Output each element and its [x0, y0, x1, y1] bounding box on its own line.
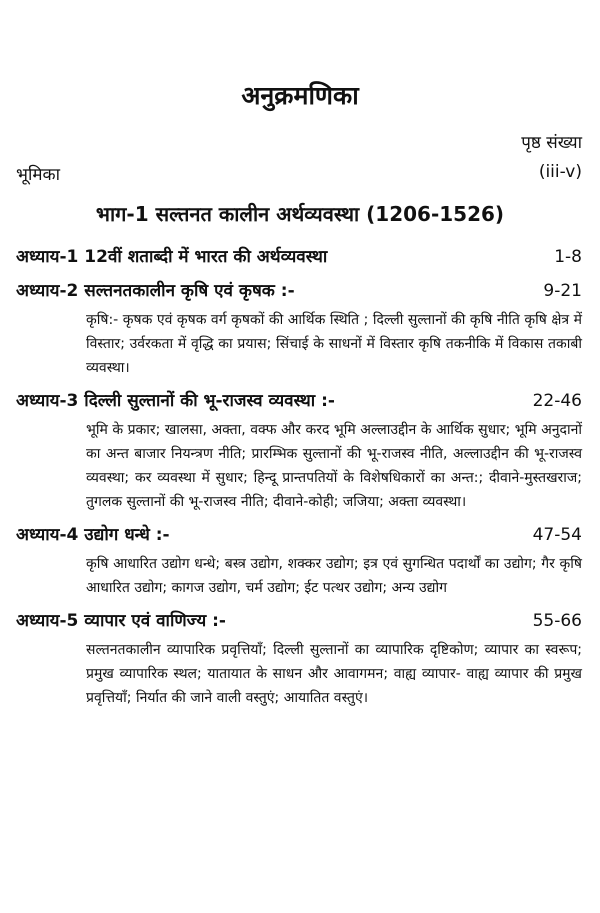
intro-entry	[16, 162, 582, 185]
intro-label: भूमिका	[16, 165, 60, 185]
chapter-title: अध्याय-5 व्यापार एवं वाणिज्य :-	[16, 611, 226, 631]
page-number-column-header: पृष्ठ संख्या	[521, 133, 582, 153]
chapter-list	[16, 244, 582, 718]
chapter-pages: 47-54	[532, 525, 582, 545]
chapter-title: अध्याय-4 उद्योग धन्धे :-	[16, 525, 170, 545]
part-heading: भाग-1 सल्तनत कालीन अर्थव्यवस्था (1206-1526)	[95, 202, 505, 226]
chapter-description: कृषि:- कृषक एवं कृषक वर्ग कृषकों की आर्थिक स्थिति ; दिल्ली सुल्तानों की कृषि नीति कृषि क्षेत्र में विस्तार; उर्वरकता में वृद्धि का प्रयास; सिंचाई के साधनों में विस्तार कृषि तकनीकि में विकास तकाबी व्यवस्था।	[86, 312, 582, 376]
chapter-pages: 9-21	[543, 281, 582, 301]
chapter-pages: 55-66	[532, 611, 582, 631]
chapter-entry-5	[16, 608, 582, 710]
chapter-description: भूमि के प्रकार; खालसा, अक्ता, वक्फ और करद भूमि अल्लाउद्दीन के आर्थिक सुधार; भूमि अनुदानों का अन्त बाजार नियन्त्रण नीति; प्रारम्भिक सुल्तानों की भू-राजस्व नीति, अल्लाउद्दीन की भू-राजस्व व्यवस्था; कर व्यवस्था में सुधार; हिन्दू प्रान्तपतियों के विशेषधिकारों का अन्त:; दीवाने-मुस्तखराज; तुगलक सुल्तानों की भू-राजस्व नीति; दीवाने-कोही; जजिया; अक्ता व्यवस्था।	[86, 422, 582, 510]
chapter-title: अध्याय-2 सल्तनतकालीन कृषि एवं कृषक :-	[16, 281, 295, 301]
chapter-entry-1	[16, 244, 582, 270]
chapter-pages: 22-46	[532, 391, 582, 411]
chapter-title: अध्याय-1 12वीं शताब्दी में भारत की अर्थव्यवस्था	[16, 247, 328, 267]
chapter-entry-3	[16, 388, 582, 514]
chapter-description: कृषि आधारित उद्योग धन्धे; बस्त्र उद्योग, शक्कर उद्योग; इत्र एवं सुगन्धित पदार्थों का उद्योग; गैर कृषि आधारित उद्योग; कागज उद्योग, चर्म उद्योग; ईट पत्थर उद्योग; अन्य उद्योग	[86, 556, 582, 596]
chapter-pages: 1-8	[554, 247, 582, 267]
chapter-title: अध्याय-3 दिल्ली सुल्तानों की भू-राजस्व व्यवस्था :-	[16, 391, 335, 411]
page-title: अनुक्रमणिका	[241, 81, 359, 110]
intro-pages: (iii-v)	[538, 162, 582, 182]
chapter-entry-4	[16, 522, 582, 600]
chapter-entry-2	[16, 278, 582, 380]
chapter-description: सल्तनतकालीन व्यापारिक प्रवृत्तियाँ; दिल्ली सुल्तानों का व्यापारिक दृष्टिकोण; व्यापार का स्वरूप; प्रमुख व्यापारिक स्थल; यातायात के साधन और आवागमन; वाह्य व्यापार- वाह्य व्यापार की प्रमुख प्रवृत्तियाँ; निर्यात की जाने वाली वस्तुएं; आयातित वस्तुएं।	[86, 642, 582, 706]
